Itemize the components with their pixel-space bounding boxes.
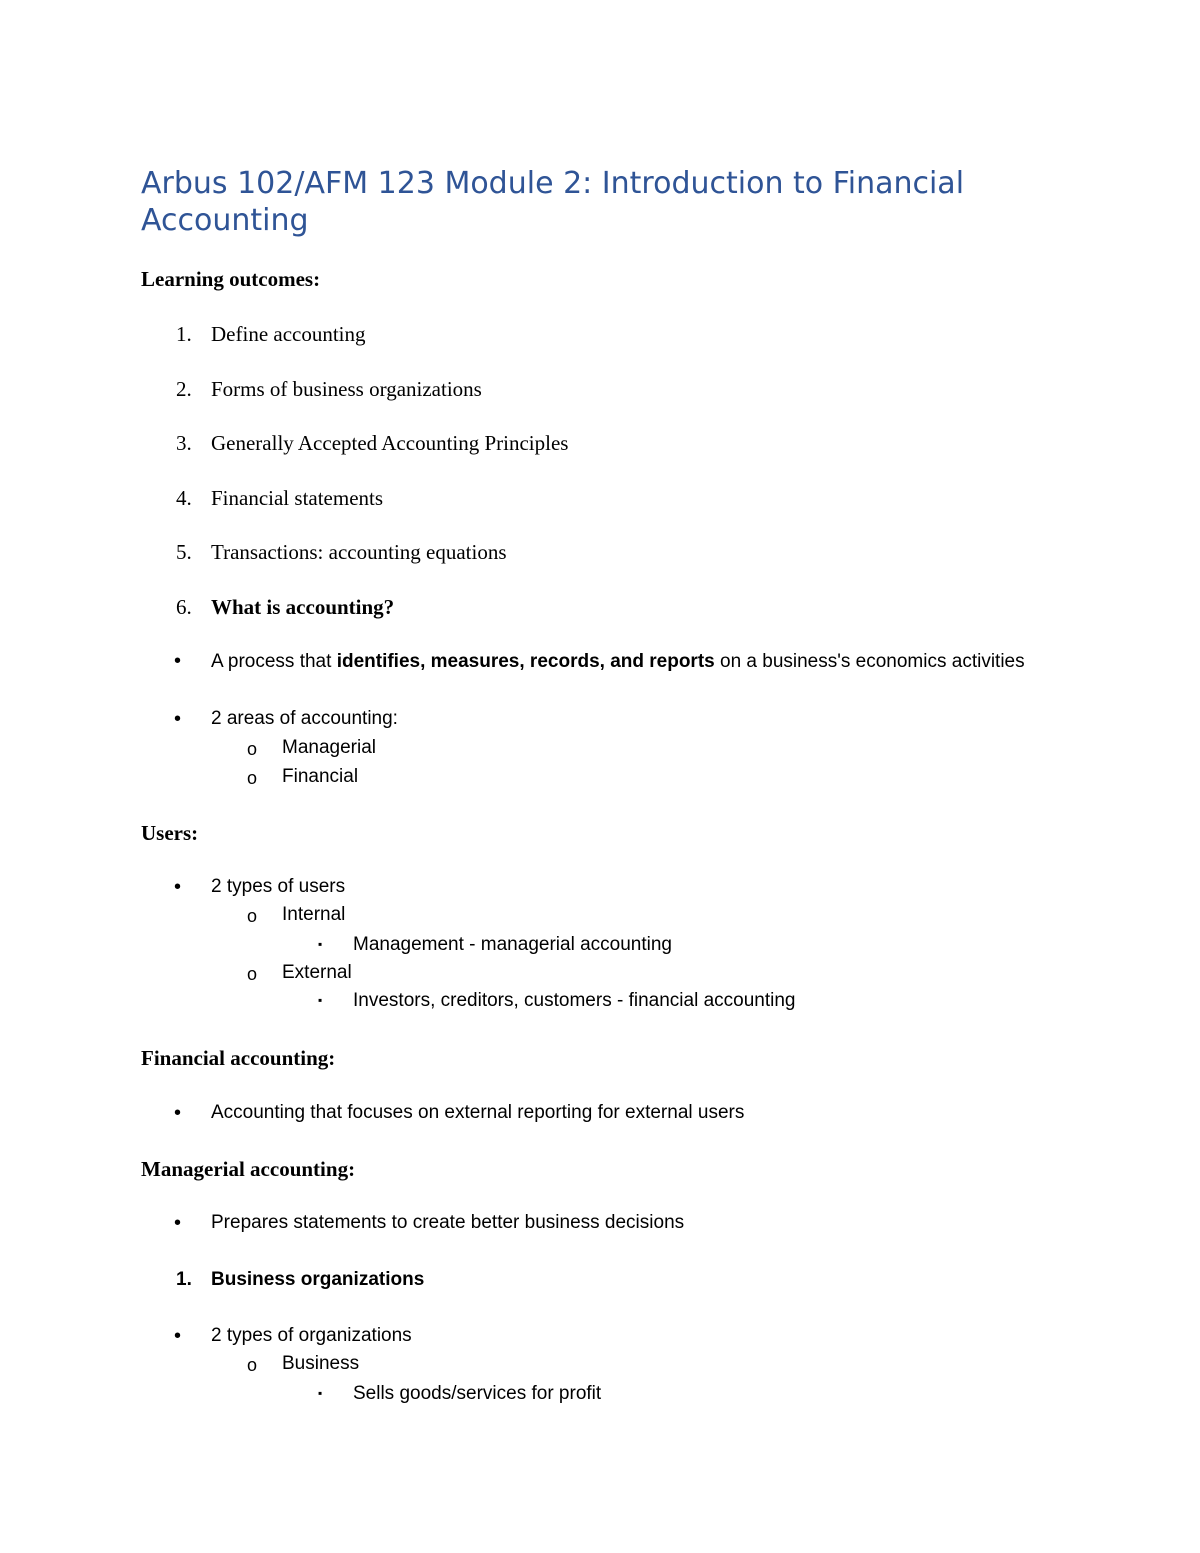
bullet-marker: • <box>174 650 182 672</box>
list-item: Transactions: accounting equations <box>211 540 507 564</box>
bullet-text-definition <box>211 647 1041 676</box>
list-item: Financial statements <box>211 486 384 510</box>
bullet-text-users: 2 types of users <box>211 876 346 897</box>
organization-business-detail: Sells goods/services for profit <box>353 1383 602 1404</box>
list-number: 2. <box>176 377 192 401</box>
list-number: 5. <box>176 540 192 564</box>
definition-post: on a business's economics activities <box>714 651 1025 672</box>
definition-pre: A process that <box>211 651 337 672</box>
list-item-what-is-accounting: What is accounting? <box>211 595 395 619</box>
area-managerial: Managerial <box>282 737 376 758</box>
organization-business: Business <box>282 1353 360 1374</box>
circle-marker: o <box>247 739 258 759</box>
bullet-text-organizations: 2 types of organizations <box>211 1325 412 1346</box>
list-number: 1. <box>176 1269 192 1290</box>
definition-bold: identifies, measures, records, and reports <box>336 651 715 672</box>
list-number: 4. <box>176 486 192 510</box>
bullet-marker: • <box>174 708 182 730</box>
document-title: Arbus 102/AFM 123 Module 2: Introduction to Financial Accounting <box>141 166 965 238</box>
bullet-text-financial: Accounting that focuses on external reporting for external users <box>211 1102 745 1123</box>
business-organizations-heading: Business organizations <box>211 1269 425 1290</box>
circle-marker: o <box>247 768 258 788</box>
financial-accounting-heading: Financial accounting: <box>141 1046 336 1070</box>
list-number: 1. <box>176 322 192 346</box>
list-number: 3. <box>176 431 192 455</box>
bullet-text-managerial: Prepares statements to create better business decisions <box>211 1212 685 1233</box>
bullet-marker: • <box>174 1325 182 1347</box>
bullet-text-areas: 2 areas of accounting: <box>211 708 398 729</box>
circle-marker: o <box>247 964 258 984</box>
list-number: 6. <box>176 595 192 619</box>
circle-marker: o <box>247 1355 258 1375</box>
bullet-marker: • <box>174 1102 182 1124</box>
users-heading: Users: <box>141 821 199 845</box>
users-internal: Internal <box>282 904 346 925</box>
bullet-marker: • <box>174 876 182 898</box>
square-marker: ▪ <box>318 937 323 951</box>
users-internal-detail: Management - managerial accounting <box>353 934 672 955</box>
square-marker: ▪ <box>318 993 323 1007</box>
circle-marker: o <box>247 906 258 926</box>
learning-outcomes-heading: Learning outcomes: <box>141 267 321 291</box>
managerial-accounting-heading: Managerial accounting: <box>141 1157 356 1181</box>
list-item: Generally Accepted Accounting Principles <box>211 431 569 455</box>
square-marker: ▪ <box>318 1386 323 1400</box>
list-item: Forms of business organizations <box>211 377 482 401</box>
bullet-marker: • <box>174 1212 182 1234</box>
users-external-detail: Investors, creditors, customers - financial accounting <box>353 990 796 1011</box>
list-item: Define accounting <box>211 322 366 346</box>
area-financial: Financial <box>282 766 359 787</box>
users-external: External <box>282 962 352 983</box>
